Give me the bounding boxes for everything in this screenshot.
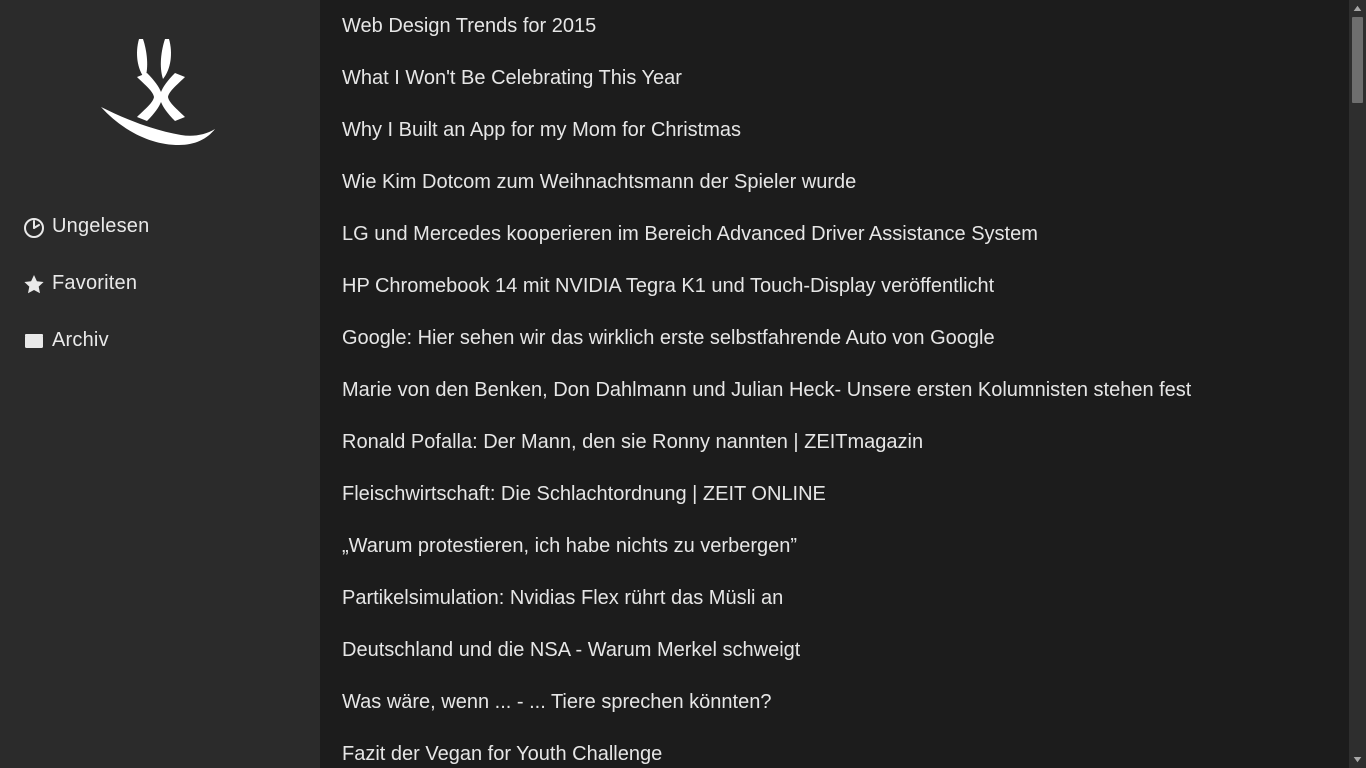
sidebar-item-ungelesen[interactable] bbox=[0, 198, 320, 255]
list-item[interactable] bbox=[320, 104, 1366, 156]
article-title: Web Design Trends for 2015 bbox=[342, 16, 597, 36]
sidebar-nav bbox=[0, 198, 320, 369]
archive-box-icon bbox=[22, 329, 52, 353]
app-logo bbox=[0, 0, 320, 190]
list-item[interactable] bbox=[320, 364, 1366, 416]
sidebar bbox=[0, 0, 320, 768]
article-title: Wie Kim Dotcom zum Weihnachtsmann der Spieler wurde bbox=[342, 172, 857, 192]
article-title: What I Won't Be Celebrating This Year bbox=[342, 68, 682, 88]
list-item[interactable] bbox=[320, 572, 1366, 624]
scroll-down-arrow-icon[interactable] bbox=[1349, 751, 1366, 768]
sidebar-item-label: Favoriten bbox=[52, 271, 138, 294]
article-title: „Warum protestieren, ich habe nichts zu verbergen” bbox=[342, 536, 798, 556]
scrollbar-thumb[interactable] bbox=[1352, 17, 1363, 103]
article-title: Ronald Pofalla: Der Mann, den sie Ronny nannten | ZEITmagazin bbox=[342, 432, 924, 452]
article-title: HP Chromebook 14 mit NVIDIA Tegra K1 und Touch-Display veröffentlicht bbox=[342, 276, 995, 296]
list-item[interactable] bbox=[320, 52, 1366, 104]
article-title: Was wäre, wenn ... - ... Tiere sprechen könnten? bbox=[342, 692, 772, 712]
vertical-scrollbar[interactable] bbox=[1349, 0, 1366, 768]
sidebar-item-label: Ungelesen bbox=[52, 214, 150, 237]
unread-circle-icon bbox=[22, 215, 52, 239]
list-item[interactable] bbox=[320, 312, 1366, 364]
article-title: Fleischwirtschaft: Die Schlachtordnung | ZEIT ONLINE bbox=[342, 484, 826, 504]
sidebar-item-label: Archiv bbox=[52, 328, 109, 351]
list-item[interactable] bbox=[320, 416, 1366, 468]
star-icon bbox=[22, 272, 52, 296]
article-list bbox=[320, 0, 1366, 768]
sidebar-item-archiv[interactable] bbox=[0, 312, 320, 369]
list-item[interactable] bbox=[320, 156, 1366, 208]
list-item[interactable] bbox=[320, 468, 1366, 520]
sidebar-item-favoriten[interactable] bbox=[0, 255, 320, 312]
article-title: Deutschland und die NSA - Warum Merkel schweigt bbox=[342, 640, 801, 660]
article-title: Fazit der Vegan for Youth Challenge bbox=[342, 744, 663, 764]
scroll-up-arrow-icon[interactable] bbox=[1349, 0, 1366, 17]
article-list-pane bbox=[320, 0, 1366, 768]
article-title: Partikelsimulation: Nvidias Flex rührt das Müsli an bbox=[342, 588, 784, 608]
article-title: Why I Built an App for my Mom for Christmas bbox=[342, 120, 741, 140]
list-item[interactable] bbox=[320, 624, 1366, 676]
list-item[interactable] bbox=[320, 0, 1366, 52]
article-title: Marie von den Benken, Don Dahlmann und Julian Heck- Unsere ersten Kolumnisten stehen fest bbox=[342, 380, 1192, 400]
article-title: LG und Mercedes kooperieren im Bereich Advanced Driver Assistance System bbox=[342, 224, 1038, 244]
list-item[interactable] bbox=[320, 676, 1366, 728]
list-item[interactable] bbox=[320, 260, 1366, 312]
list-item[interactable] bbox=[320, 208, 1366, 260]
scrollbar-track[interactable] bbox=[1349, 17, 1366, 751]
list-item[interactable] bbox=[320, 728, 1366, 768]
list-item[interactable] bbox=[320, 520, 1366, 572]
article-title: Google: Hier sehen wir das wirklich erste selbstfahrende Auto von Google bbox=[342, 328, 995, 348]
